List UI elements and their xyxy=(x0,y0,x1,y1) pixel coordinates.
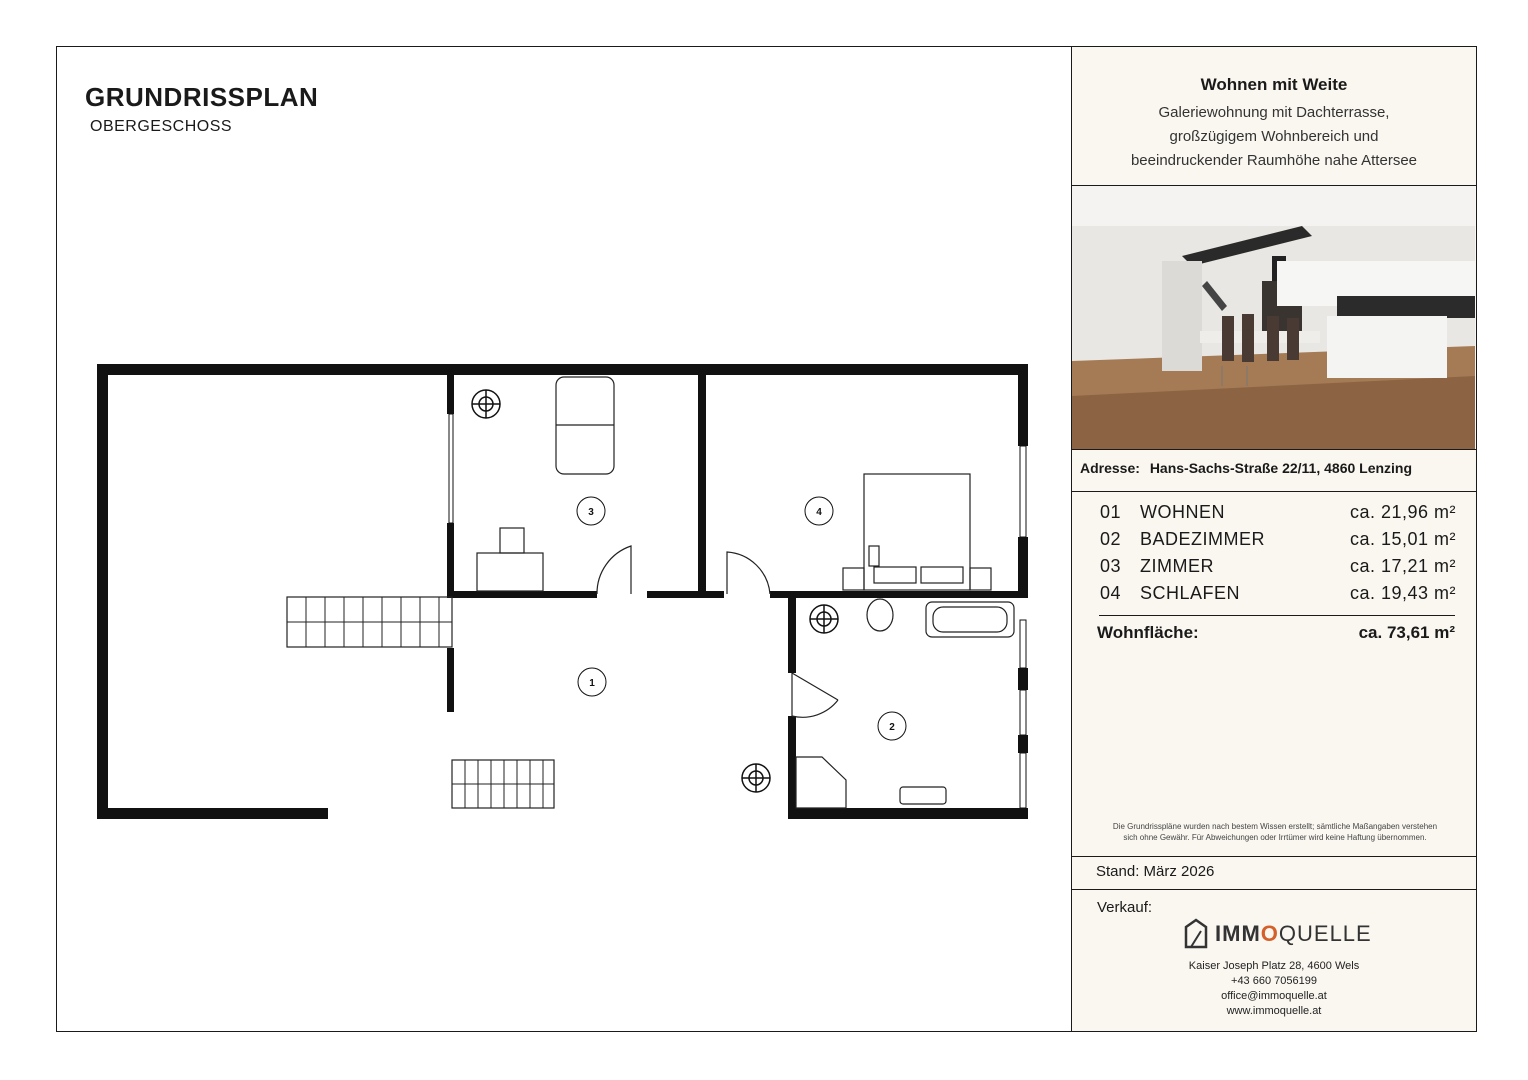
house-icon xyxy=(1183,917,1209,951)
wall-right-mid xyxy=(1018,537,1028,593)
room-name: BADEZIMMER xyxy=(1140,529,1266,549)
wall-bath-left-a xyxy=(788,591,796,673)
divider xyxy=(1072,491,1476,492)
divider xyxy=(1072,889,1476,890)
contact-email[interactable]: office@immoquelle.at xyxy=(1221,990,1327,1002)
address-value: Hans-Sachs-Straße 22/11, 4860 Lenzing xyxy=(1149,460,1413,476)
room-number: 02 xyxy=(1100,529,1122,549)
address xyxy=(1080,460,1412,476)
room-area: ca. 17,21 m² xyxy=(1349,556,1456,576)
plant-icon-bath xyxy=(810,605,838,633)
plant-icon-hall xyxy=(742,764,770,792)
desk xyxy=(477,553,543,591)
listing-desc-1: Galeriewohnung mit Dachterrasse, xyxy=(1158,104,1390,121)
divider xyxy=(1072,449,1476,450)
bed xyxy=(864,474,970,590)
door-bath-leaf xyxy=(792,673,838,700)
total-value: ca. 73,61 m² xyxy=(1358,623,1455,642)
room-list xyxy=(1100,502,1456,610)
listing-desc-2: großzügigem Wohnbereich und xyxy=(1169,128,1379,145)
room-name: WOHNEN xyxy=(1140,502,1225,522)
room-area: ca. 19,43 m² xyxy=(1349,583,1456,603)
contact-address: Kaiser Joseph Platz 28, 4600 Wels xyxy=(1188,960,1360,972)
wall-top xyxy=(97,364,1028,375)
total-label: Wohnfläche: xyxy=(1097,623,1199,642)
nightstand-right xyxy=(970,568,991,590)
wall-room4-bottom-a xyxy=(698,591,724,598)
wall-bottom xyxy=(97,808,328,819)
total-area xyxy=(1097,623,1455,643)
window-right-1 xyxy=(1020,446,1026,537)
room-row xyxy=(1100,583,1456,610)
room-label-3: 3 xyxy=(588,507,594,518)
toilet xyxy=(867,599,893,631)
room-row xyxy=(1100,502,1456,529)
immoquelle-logo xyxy=(1183,917,1373,953)
wall-bath-left-b xyxy=(788,716,796,819)
page-title: GRUNDRISSPLAN xyxy=(85,82,319,112)
info-sidebar xyxy=(1071,47,1476,1031)
window-right-3 xyxy=(1020,690,1026,735)
wall-room4-bottom-b xyxy=(770,591,1028,598)
wall-room3-left2 xyxy=(447,523,454,598)
stand-date: Stand: März 2026 xyxy=(1096,863,1215,880)
wall-room3-bottom-a xyxy=(447,591,597,598)
wall-room3-4 xyxy=(698,364,706,598)
door-room4 xyxy=(727,552,770,594)
room-name: ZIMMER xyxy=(1140,556,1214,576)
wall-bath-bottom xyxy=(788,808,1028,819)
wall-right-b2 xyxy=(1018,735,1028,753)
sink xyxy=(900,787,946,804)
window-right-2 xyxy=(1020,620,1026,668)
contact-block xyxy=(1072,959,1476,1019)
contact-phone: +43 660 7056199 xyxy=(1231,975,1317,987)
room-number: 03 xyxy=(1100,556,1122,576)
interior-photo xyxy=(1072,186,1475,449)
address-label: Adresse: xyxy=(1080,460,1140,476)
wall-hall-left xyxy=(447,648,454,712)
disclaimer xyxy=(1080,821,1470,843)
room-name: SCHLAFEN xyxy=(1140,583,1241,603)
listing-desc-3: beeindruckender Raumhöhe nahe Attersee xyxy=(1130,152,1418,169)
listing-header xyxy=(1072,75,1476,173)
room-label-2: 2 xyxy=(889,722,895,733)
disclaimer-line: sich ohne Gewähr. Für Abweichungen oder Irrtümer wird keine Haftung übernommen. xyxy=(1123,833,1427,842)
wall-right-b1 xyxy=(1018,668,1028,690)
wall-right-top xyxy=(1018,364,1028,446)
room-label-1: 1 xyxy=(589,678,595,689)
room-row xyxy=(1100,556,1456,583)
window-left xyxy=(449,414,453,523)
sales-label: Verkauf: xyxy=(1097,899,1153,916)
plant-icon-room3 xyxy=(472,390,500,418)
divider xyxy=(1099,615,1455,616)
room-area: ca. 15,01 m² xyxy=(1349,529,1456,549)
shower xyxy=(796,757,846,808)
room-label-4: 4 xyxy=(816,507,822,518)
wall-left xyxy=(97,364,108,819)
divider xyxy=(1072,856,1476,857)
chair xyxy=(500,528,524,553)
window-right-4 xyxy=(1020,753,1026,808)
door-room3 xyxy=(597,546,631,594)
listing-headline: Wohnen mit Weite xyxy=(1200,75,1348,94)
brand-name: IMMOQUELLE xyxy=(1215,921,1372,946)
door-bath xyxy=(792,673,838,717)
contact-web[interactable]: www.immoquelle.at xyxy=(1226,1005,1322,1017)
room-area: ca. 21,96 m² xyxy=(1349,502,1456,522)
floor-subtitle: OBERGESCHOSS xyxy=(90,118,233,135)
room-row xyxy=(1100,529,1456,556)
room-number: 04 xyxy=(1100,583,1122,603)
disclaimer-line: Die Grundrisspläne wurden nach bestem Wissen erstellt; sämtliche Maßangaben verstehen xyxy=(1112,822,1438,831)
wall-room3-left xyxy=(447,364,454,414)
room-number: 01 xyxy=(1100,502,1122,522)
nightstand-left xyxy=(843,568,864,590)
